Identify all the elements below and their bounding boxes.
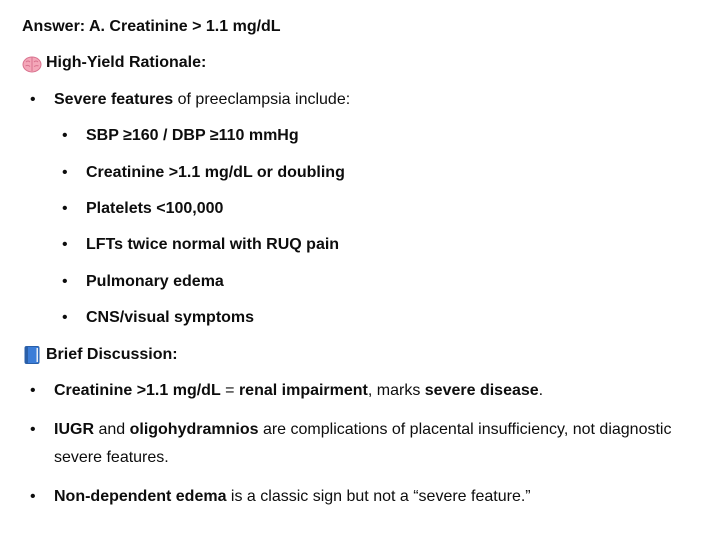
bullet: • xyxy=(62,199,68,217)
blue-book-icon xyxy=(22,345,42,365)
answer-document xyxy=(22,16,692,522)
list-item xyxy=(54,271,692,293)
discussion-list xyxy=(22,380,692,508)
bold-text: Non-dependent edema xyxy=(54,487,227,505)
bullet: • xyxy=(62,127,68,145)
body-text: . xyxy=(538,381,544,399)
rationale-heading xyxy=(22,52,692,74)
bold-text: IUGR xyxy=(54,420,94,438)
bullet: • xyxy=(62,236,68,254)
feature-text: Creatinine >1.1 mg/dL or doubling xyxy=(86,163,345,181)
list-item xyxy=(22,89,692,330)
severe-features-label: Severe features xyxy=(54,90,174,108)
feature-text: CNS/visual symptoms xyxy=(86,309,255,327)
rationale-list xyxy=(22,89,692,330)
list-item xyxy=(54,234,692,256)
bullet: • xyxy=(30,90,36,108)
bullet: • xyxy=(62,309,68,327)
body-text: = xyxy=(220,381,239,399)
body-text: , marks xyxy=(367,381,425,399)
bold-text: Creatinine >1.1 mg/dL xyxy=(54,381,221,399)
severe-features-list xyxy=(54,125,692,329)
bold-text: severe disease xyxy=(424,381,539,399)
list-item xyxy=(54,198,692,220)
feature-text: SBP ≥160 / DBP ≥110 mmHg xyxy=(86,127,299,145)
list-item xyxy=(22,416,692,472)
list-item xyxy=(54,162,692,184)
bullet: • xyxy=(62,272,68,290)
answer-line: Answer: A. Creatinine > 1.1 mg/dL xyxy=(22,18,281,35)
bullet: • xyxy=(62,163,68,181)
discussion-heading xyxy=(22,344,692,366)
body-text: are complications of placental insufficiency, not diagnostic severe features. xyxy=(54,420,672,466)
bold-text: renal impairment xyxy=(238,381,368,399)
list-item xyxy=(54,125,692,147)
bullet: • xyxy=(30,420,36,438)
severe-features-intro: of preeclampsia include: xyxy=(173,90,351,108)
feature-text: LFTs twice normal with RUQ pain xyxy=(86,236,340,254)
bullet: • xyxy=(30,381,36,399)
body-text: is a classic sign but not a “severe feature.” xyxy=(226,487,531,505)
rationale-title: High-Yield Rationale: xyxy=(46,54,207,72)
bullet: • xyxy=(30,487,36,505)
body-text: and xyxy=(94,420,130,438)
bold-text: oligohydramnios xyxy=(129,420,259,438)
discussion-title: Brief Discussion: xyxy=(46,345,178,363)
list-item xyxy=(22,380,692,402)
brain-icon xyxy=(22,54,42,74)
list-item xyxy=(54,307,692,329)
feature-text: Platelets <100,000 xyxy=(86,199,224,217)
feature-text: Pulmonary edema xyxy=(86,272,224,290)
list-item xyxy=(22,486,692,508)
